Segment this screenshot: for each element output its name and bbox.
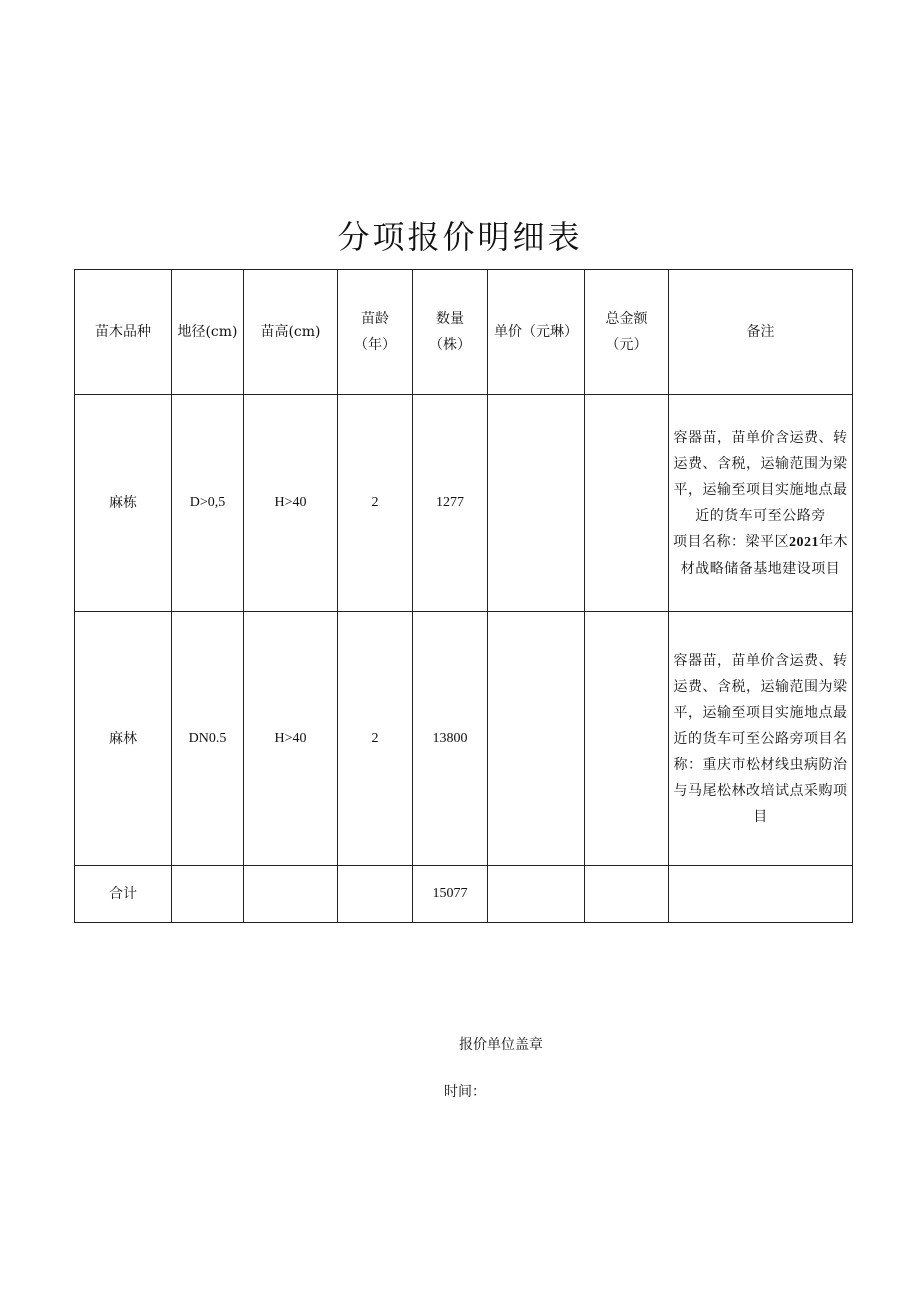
cell-remarks: 容器苗，苗单价含运费、转运费、含税，运输范围为梁平，运输至项目实施地点最近的货车可至公路旁项目名称：重庆市松材线虫病防治与马尾松林改培试点采购项目 [669, 612, 853, 866]
cell-age: 2 [338, 395, 413, 612]
cell-age: 2 [338, 612, 413, 866]
header-age-line2: （年） [354, 337, 396, 353]
table-header-row [75, 270, 853, 395]
header-unit-price: 单价（元琳） [488, 270, 585, 395]
header-remarks: 备注 [669, 270, 853, 395]
header-diameter: 地径(cm) [172, 270, 244, 395]
cell-height: H>40 [244, 395, 338, 612]
header-total [585, 270, 669, 395]
remark-project-suffix: 年木材战略储备基地建设项目 [680, 533, 848, 577]
total-row [75, 866, 853, 923]
cell-quantity: 1277 [413, 395, 488, 612]
header-qty-line2: （株） [429, 337, 471, 353]
header-age-line1: 苗龄 [361, 311, 389, 327]
seal-label: 报价单位盖章 [459, 1037, 543, 1053]
header-total-line1: 总金额 [605, 311, 648, 327]
remark-project-year: 2021 [789, 534, 819, 550]
remark-text: 容器苗，苗单价含运费、转运费、含税，运输范围为梁平，运输至项目实施地点最近的货车可至公路旁 [673, 429, 848, 524]
cell-total [585, 612, 669, 866]
cell-total [585, 395, 669, 612]
header-quantity [413, 270, 488, 395]
table-row [75, 395, 853, 612]
cell-remarks [669, 395, 853, 612]
cell-diameter: DN0.5 [172, 612, 244, 866]
total-quantity: 15077 [413, 866, 488, 923]
cell-diameter: D>0,5 [172, 395, 244, 612]
time-label: 时间： [444, 1084, 486, 1100]
total-label: 合计 [75, 866, 172, 923]
cell-height: H>40 [244, 612, 338, 866]
table-row [75, 612, 853, 866]
header-variety: 苗木品种 [75, 270, 172, 395]
header-qty-line1: 数量 [436, 311, 464, 327]
cell-unit-price [488, 612, 585, 866]
cell-quantity: 13800 [413, 612, 488, 866]
header-age [338, 270, 413, 395]
cell-unit-price [488, 395, 585, 612]
cell-variety: 麻林 [75, 612, 172, 866]
header-total-line2: （元） [605, 337, 648, 353]
page-title: 分项报价明细表 [337, 218, 583, 256]
cell-variety: 麻栋 [75, 395, 172, 612]
header-height: 苗高(cm) [244, 270, 338, 395]
quote-table [74, 269, 853, 923]
remark-project-prefix: 项目名称：梁平区 [673, 533, 789, 550]
